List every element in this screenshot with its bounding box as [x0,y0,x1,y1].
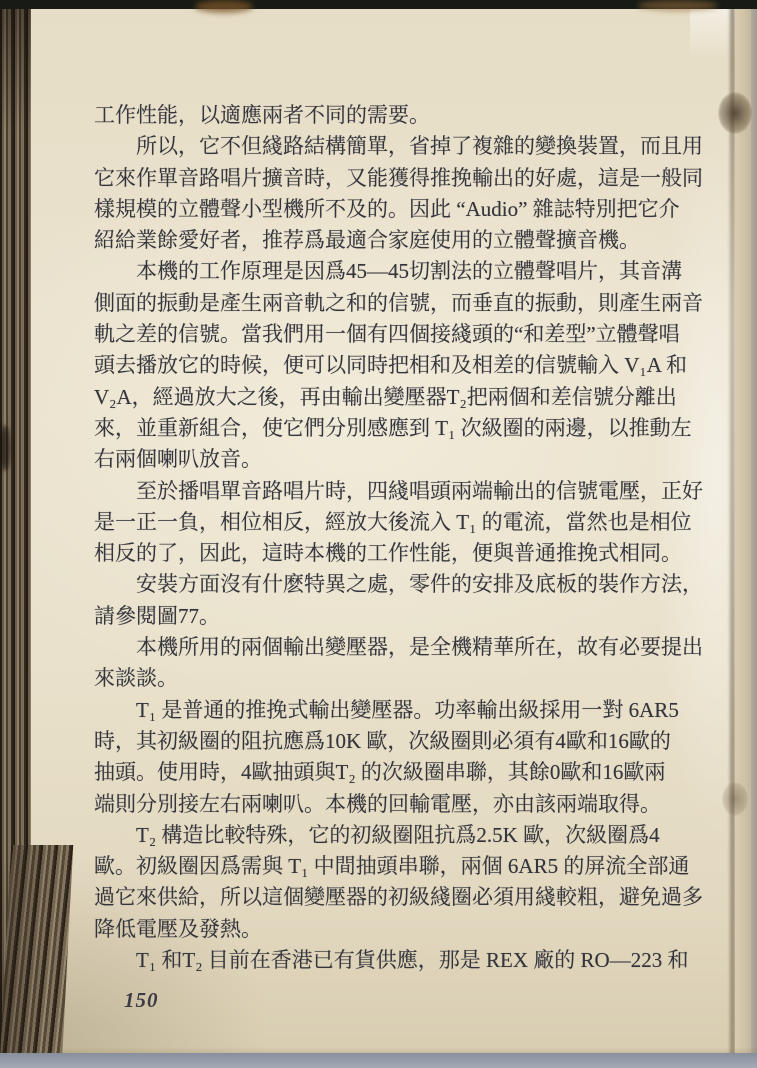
text-line: 是一正一負，相位相反，經放大後流入 T₁ 的電流，當然也是相位 [94,509,692,534]
text-line: T₁ 是普通的推挽式輸出變壓器。功率輸出級採用一對 6AR5 [136,697,679,722]
text-line: 歐。初級圈因爲需與 T₁ 中間抽頭串聯，兩個 6AR5 的屏流全部通 [94,854,690,879]
stain-spot [638,0,718,11]
fore-edge-strip [735,7,751,1057]
text-line: 相反的了，因此，這時本機的工作性能，便與普通推挽式相同。 [94,541,682,566]
tape-spot [718,92,752,134]
stain-spot [195,0,253,13]
text-line: 紹給業餘愛好者，推荐爲最適合家庭使用的立體聲擴音機。 [94,228,640,253]
text-line: V₂A，經過放大之後，再由輸出變壓器T₂把兩個和差信號分離出 [94,384,677,409]
text-line: T₁ 和T₂ 目前在香港已有貨供應，那是 REX 廠的 RO—223 和 [136,948,689,973]
photo-right-edge [751,7,757,1057]
text-line: 安裝方面沒有什麽特異之處，零件的安排及底板的裝作方法， [136,572,703,597]
text-line: 至於播唱單音路唱片時，四綫唱頭兩端輸出的信號電壓，正好 [136,478,703,503]
text-line: 降低電壓及發熱。 [94,916,262,941]
page-number: 150 [124,988,159,1012]
text-line: 軌之差的信號。當我們用一個有四個接綫頭的“和差型”立體聲唱 [94,322,680,347]
text-line: 抽頭。使用時，4歐抽頭與T₂ 的次級圈串聯，其餘0歐和16歐兩 [94,760,666,785]
text-line: 來，並重新組合，使它們分別感應到 T₁ 次級圈的兩邊，以推動左 [94,415,692,440]
text-line: 端則分別接左右兩喇叭。本機的回輸電壓，亦由該兩端取得。 [94,791,661,816]
text-line: 過它來供給，所以這個變壓器的初級綫圈必須用綫較粗，避免過多 [94,885,703,910]
text-line: 請參閱圖77。 [94,603,220,628]
text-line: 來談談。 [94,666,178,691]
text-line: 右兩個喇叭放音。 [94,447,262,472]
text-line: T₂ 構造比較特殊，它的初級圈阻抗爲2.5K 歐，次級圈爲4 [136,822,660,847]
book-page [28,7,757,1057]
text-line: 樣規模的立體聲小型機所不及的。因此 “Audio” 雜誌特別把它介 [94,196,680,221]
text-line: 工作性能，以適應兩者不同的需要。 [94,103,430,127]
text-line: 本機所用的兩個輸出變壓器，是全機精華所在，故有必要提出 [136,635,703,660]
text-line: 時，其初級圈的阻抗應爲10K 歐，次級圈則必須有4歐和16歐的 [94,728,671,753]
spine-dark-mark [0,425,10,471]
text-line: 頭去播放它的時候，便可以同時把相和及相差的信號輸入 V₁A 和 [94,353,687,378]
text-line: 它來作單音路唱片擴音時，又能獲得推挽輸出的好處，這是一般同 [94,165,703,190]
text-block [94,100,703,976]
tape-spot-faint [722,782,748,816]
page-stack-corner [0,845,73,1060]
table-surface [0,1053,757,1068]
text-line: 本機的工作原理是因爲45—45切割法的立體聲唱片，其音溝 [136,259,682,284]
text-line: 所以，它不但綫路結構簡單，省掉了複雜的變換裝置，而且用 [136,134,703,159]
text-line: 側面的振動是產生兩音軌之和的信號，而垂直的振動，則產生兩音 [94,290,703,315]
